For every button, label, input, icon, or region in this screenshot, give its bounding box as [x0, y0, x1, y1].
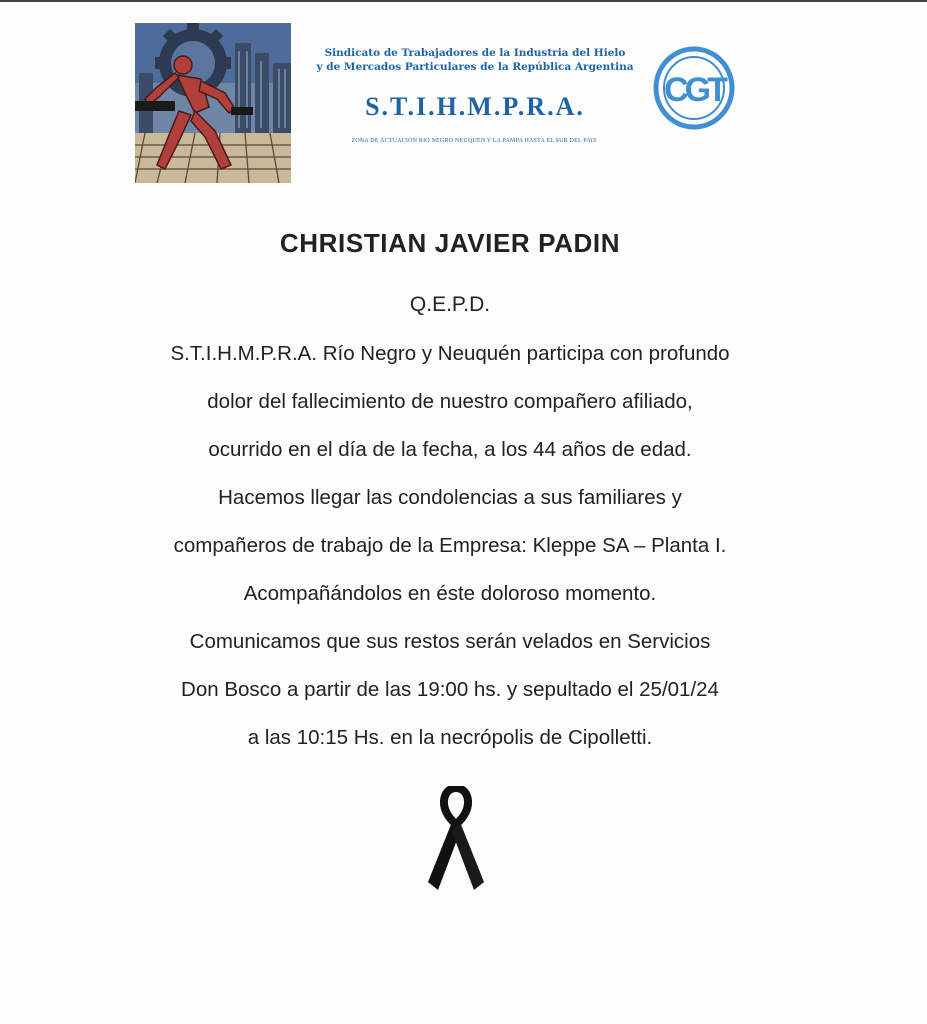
qepd-text: Q.E.P.D. [409, 293, 491, 316]
message-line: Don Bosco a partir de las 19:00 hs. y sepultado el 25/01/24 [181, 678, 719, 701]
union-name-line-2: y de Mercados Particulares de la República Argentina [316, 61, 634, 73]
union-zone-text: ZONA DE ACTUACION RIO NEGRO NEUQUEN Y LA PAMPA HASTA EL SUR DEL PAIS [351, 138, 597, 144]
cgt-logo-icon [653, 46, 735, 130]
mourning-ribbon-icon [422, 786, 490, 892]
message-line: dolor del fallecimiento de nuestro compañero afiliado, [207, 390, 693, 413]
union-full-name [300, 46, 650, 74]
condolence-message [20, 338, 880, 770]
message-line: Acompañándolos en éste doloroso momento. [243, 582, 657, 605]
message-line: compañeros de trabajo de la Empresa: Kleppe SA – Planta I. [173, 534, 727, 557]
union-name-line-1: Sindicato de Trabajadores de la Industria del Hielo [324, 47, 626, 59]
message-line: Hacemos llegar las condolencias a sus familiares y [218, 486, 682, 509]
union-acronym: S.T.I.H.M.P.R.A. [365, 92, 585, 121]
top-border [0, 0, 927, 2]
message-line: ocurrido en el día de la fecha, a los 44 años de edad. [208, 438, 692, 461]
message-line: a las 10:15 Hs. en la necrópolis de Cipolletti. [247, 726, 653, 749]
message-line: Comunicamos que sus restos serán velados en Servicios [189, 630, 711, 653]
message-line: S.T.I.H.M.P.R.A. Río Negro y Neuquén participa con profundo [170, 342, 730, 365]
union-emblem-icon [135, 23, 291, 183]
cgt-logo-text: CGT [664, 71, 724, 109]
deceased-name: CHRISTIAN JAVIER PADIN [279, 228, 621, 258]
